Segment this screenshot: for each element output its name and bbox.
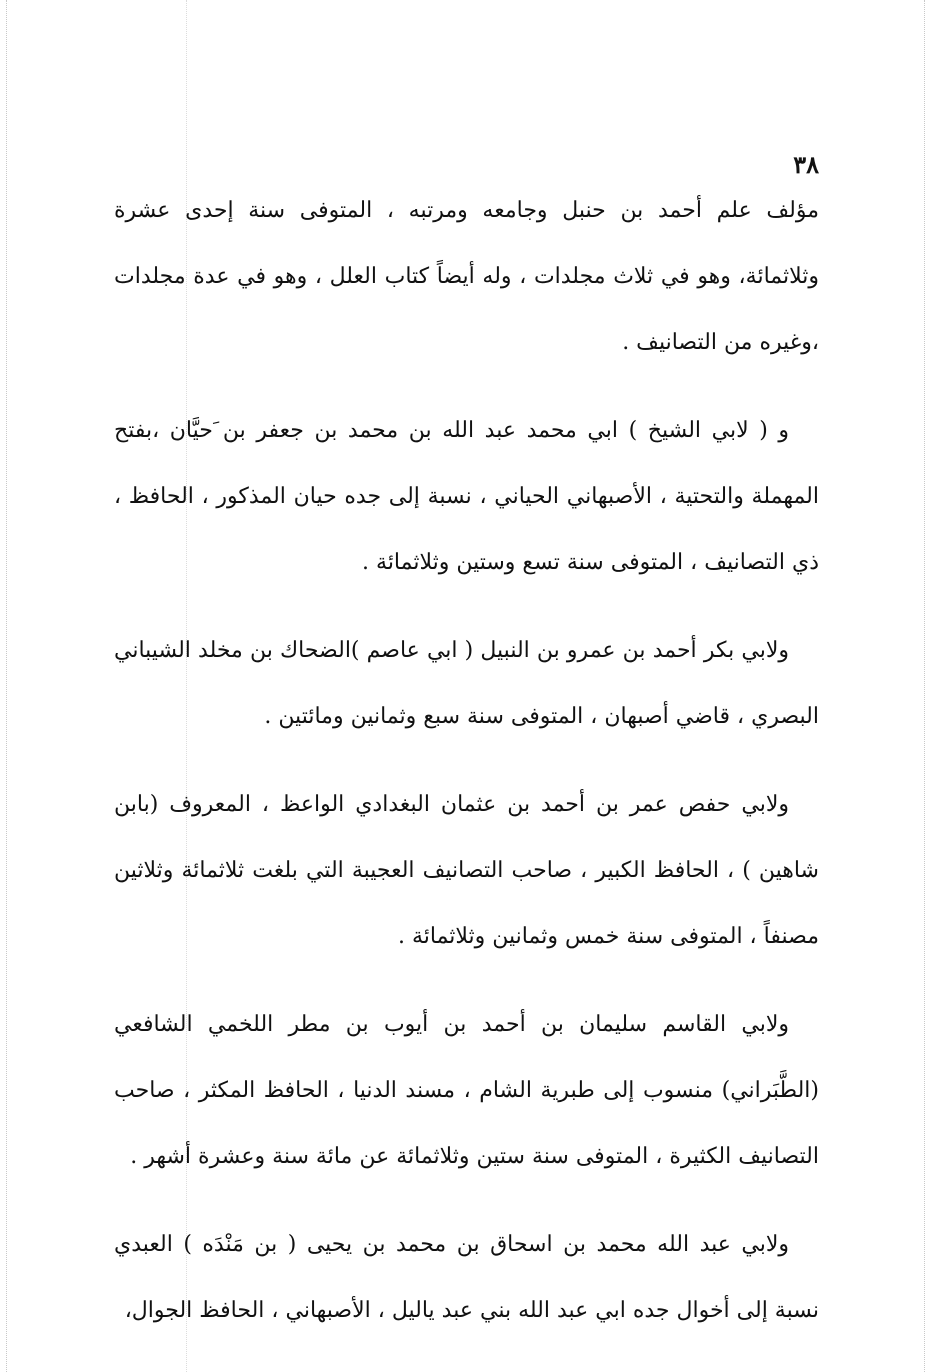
paragraph: ولابي عبد الله محمد بن اسحاق بن محمد بن يحيى ( بن مَنْدَه ) العبدي نسبة إلى أخوال جده ابي عبد الله بني عبد ياليل ، الأصبهاني ، الحافظ الجوال، [114, 1232, 819, 1323]
paragraph: ولابي حفص عمر بن أحمد بن عثمان البغدادي الواعظ ، المعروف (بابن شاهين ) ، الحافظ الكبير ، صاحب التصانيف العجيبة التي بلغت ثلاثمائة وثلاثين مصنفاً ، المتوفى سنة خمس وثمانين وثلاثمائة . [114, 792, 819, 949]
paragraph: ولابي بكر أحمد بن عمرو بن النبيل ( ابي عاصم )الضحاك بن مخلد الشيباني البصري ، قاضي أصبهان ، المتوفى سنة سبع وثمانين ومائتين . [114, 638, 819, 729]
paragraph: مؤلف علم أحمد بن حنبل وجامعه ومرتبه ، المتوفى سنة إحدى عشرة وثلاثمائة، وهو في ثلاث مجلدات ، وله أيضاً كتاب العلل ، وهو في عدة مجلدات ،وغيره من التصانيف . [114, 198, 819, 355]
paragraph: و ( لابي الشيخ ) ابي محمد عبد الله بن محمد بن جعفر بن َحيَّان ،بفتح المهملة والتحتية ، الأصبهاني الحياني ، نسبة إلى جده حيان المذكور ، الحافظ ، ذي التصانيف ، المتوفى سنة تسع وستين وثلاثمائة . [114, 418, 819, 575]
page-number: ٣٨ [793, 150, 819, 179]
scan-guide-line [924, 0, 925, 1372]
scan-guide-line [6, 0, 7, 1372]
paragraph: ولابي القاسم سليمان بن أحمد بن أيوب بن مطر اللخمي الشافعي (الطَّبَراني) منسوب إلى طبرية الشام ، مسند الدنيا ، الحافظ المكثر ، صاحب التصانيف الكثيرة ، المتوفى سنة ستين وثلاثمائة عن مائة سنة وعشرة أشهر . [114, 1012, 819, 1169]
page-body [114, 178, 819, 1366]
